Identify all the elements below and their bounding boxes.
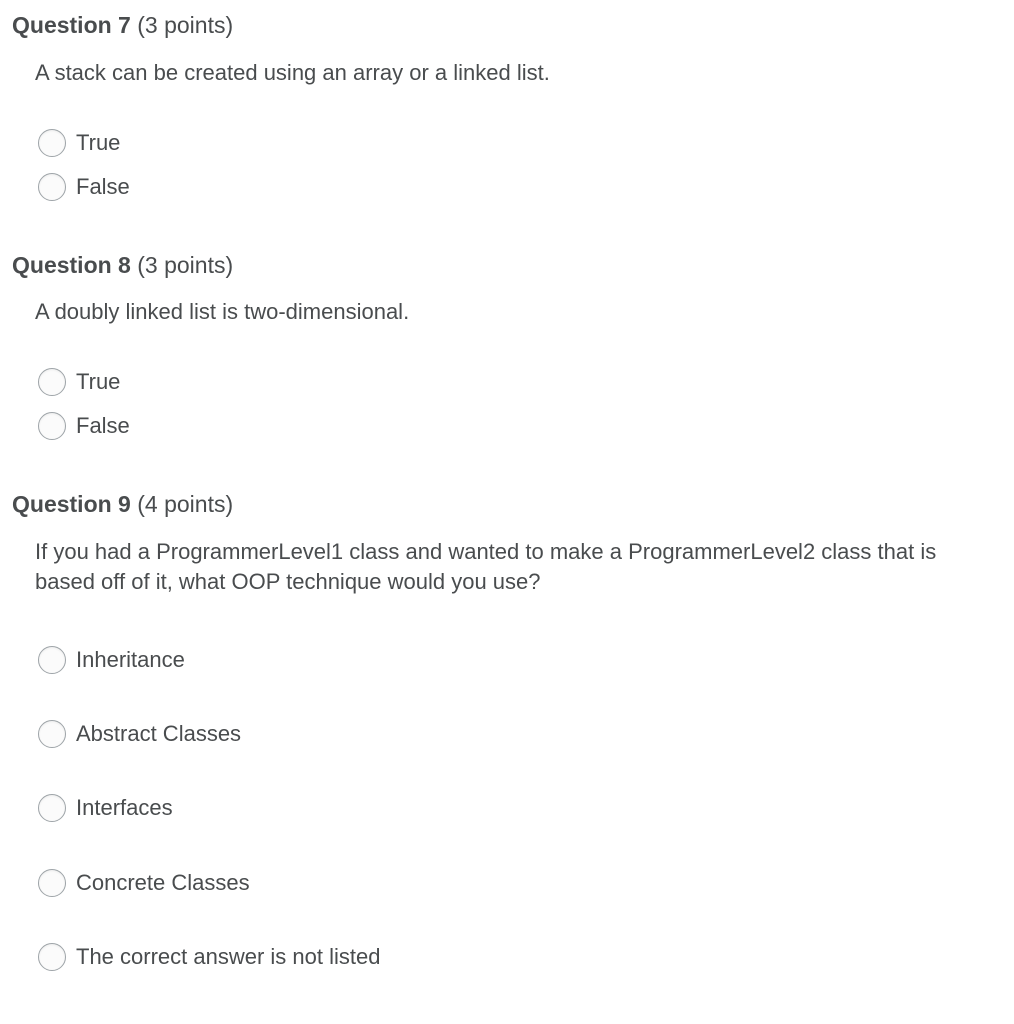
radio-option-true[interactable] [38,127,120,159]
question-prompt: A doubly linked list is two-dimensional. [35,299,410,324]
question-header [12,250,233,280]
radio-option-concrete-classes[interactable] [38,867,250,899]
option-label: False [76,413,130,438]
radio-button[interactable] [38,869,66,897]
question-title: Question 9 [12,491,131,517]
radio-option-false[interactable] [38,410,130,442]
radio-button[interactable] [38,412,66,440]
option-label: True [76,130,121,155]
option-label: The correct answer is not listed [76,944,381,969]
question-header [12,489,233,519]
option-label: Abstract Classes [76,721,242,746]
radio-button[interactable] [38,129,66,157]
option-label: Concrete Classes [76,870,250,895]
question-title: Question 7 [12,12,131,38]
question-prompt: A stack can be created using an array or a linked list. [35,60,550,85]
option-label: Inheritance [76,647,185,672]
radio-button[interactable] [38,368,66,396]
question-title: Question 8 [12,252,131,278]
question-points: (3 points) [137,252,234,278]
option-label: Interfaces [76,795,173,820]
radio-button[interactable] [38,794,66,822]
radio-button[interactable] [38,646,66,674]
radio-option-inheritance[interactable] [38,644,185,676]
radio-option-not-listed[interactable] [38,941,380,973]
question-points: (3 points) [137,12,234,38]
radio-option-false[interactable] [38,171,130,203]
option-label: False [76,174,130,199]
radio-button[interactable] [38,720,66,748]
option-label: True [76,369,121,394]
question-prompt: If you had a ProgrammerLevel1 class and wanted to make a ProgrammerLevel2 class that is based off of it, what OOP technique would you use? [35,539,937,594]
radio-button[interactable] [38,943,66,971]
radio-option-interfaces[interactable] [38,792,173,824]
radio-option-true[interactable] [38,366,120,398]
question-points: (4 points) [137,491,234,517]
radio-button[interactable] [38,173,66,201]
question-header [12,10,233,40]
radio-option-abstract-classes[interactable] [38,718,241,750]
